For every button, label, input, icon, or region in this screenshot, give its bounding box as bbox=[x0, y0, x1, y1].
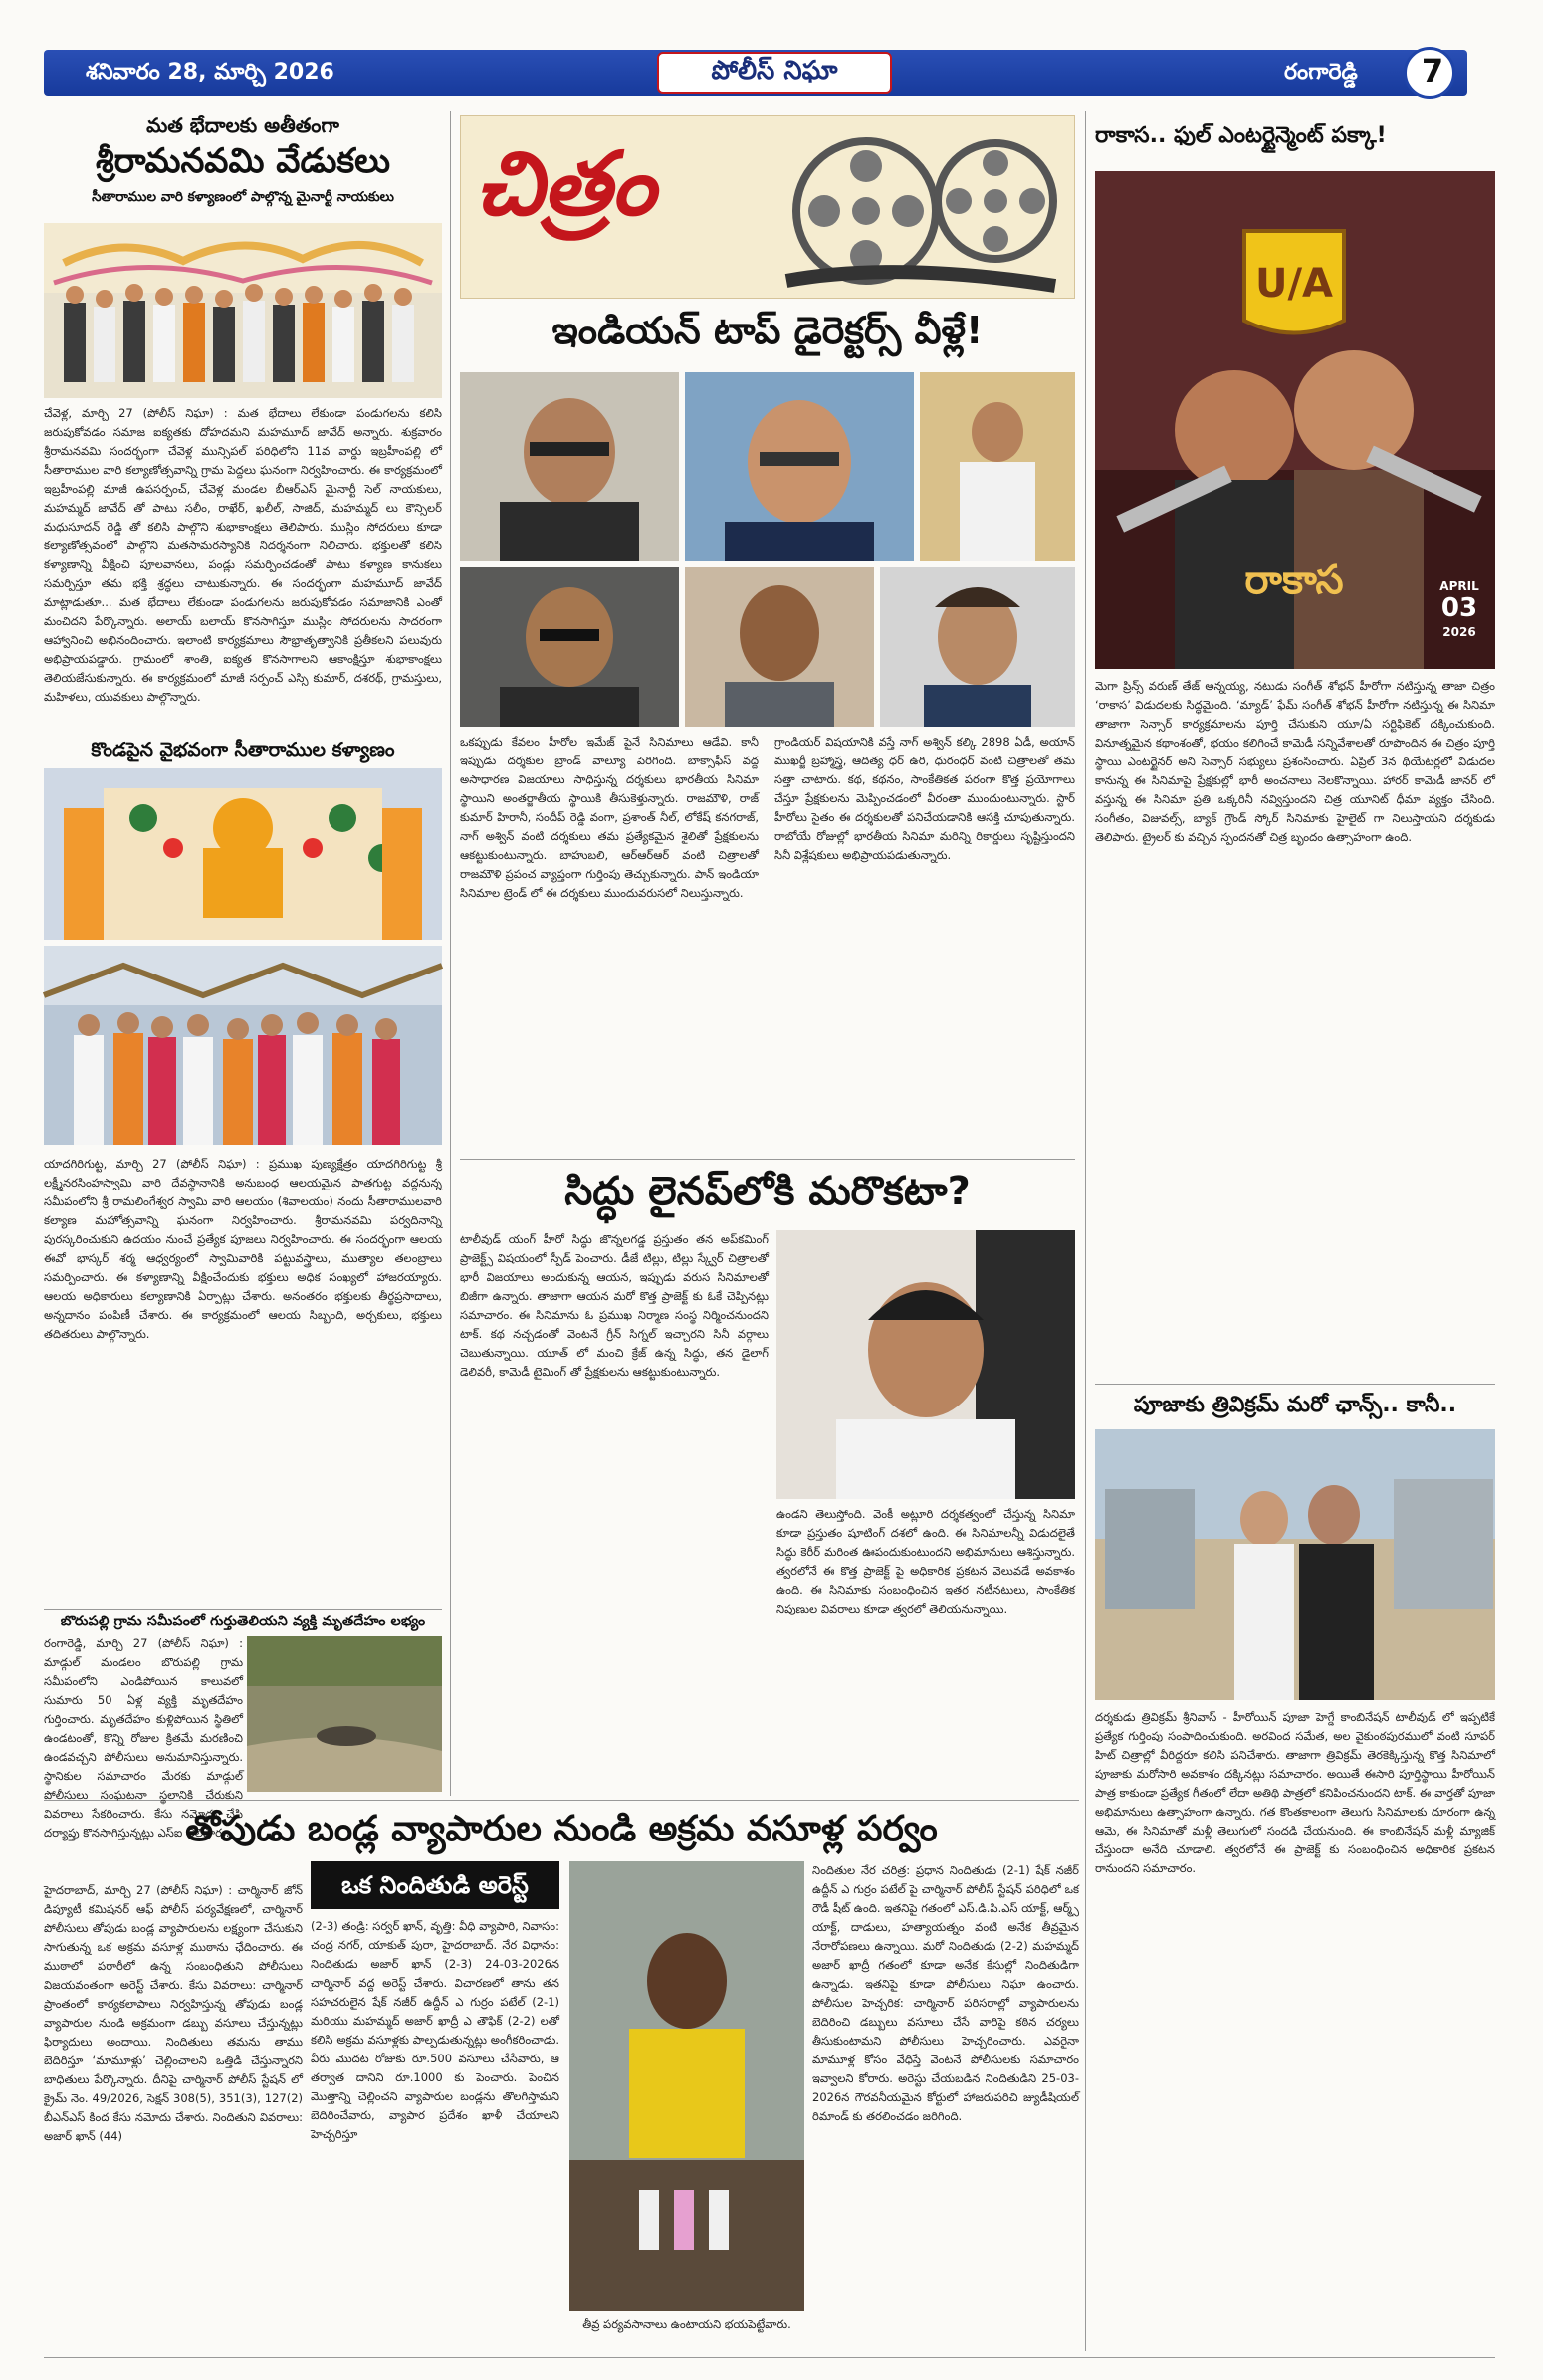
article-headline: శ్రీరామనవమి వేడుకలు bbox=[95, 141, 391, 181]
article-headline: ఇండియన్ టాప్ డైరెక్టర్స్ వీళ్లే! bbox=[551, 309, 984, 352]
photo-caption: తీవ్ర పర్యవసానాలు ఉంటాయని భయపెట్టేవారు. bbox=[582, 2317, 791, 2331]
director-photo bbox=[920, 372, 1075, 561]
article-body: టాలీవుడ్ యంగ్ హీరో సిద్ధు జొన్నలగడ్డ ప్రస్తుతం తన అప్‌కమింగ్ ప్రాజెక్ట్స్ విషయంలో స్పీడ్ పెంచారు. డీజే టిల్లు, టిల్లు స్క్వేర్ చిత్రాలతో భారీ విజయాలు అందుకున్న ఆయన, ఇప్పుడు వరుస సినిమాలతో బిజీగా ఉన్నారు. తాజాగా ఆయన మరో కొత్త ప్రాజెక్ట్ కు ఓకే చెప్పినట్లు సమాచారం. ఈ సినిమాను ఓ ప్రముఖ నిర్మాణ సంస్థ నిర్మించనుందని టాక్. కథ నచ్చడంతో వెంటనే గ్రీన్ సిగ్నల్ ఇచ్చారని సినీ వర్గాలు చెబుతున్నాయి. యూత్ లో మంచి క్రేజ్ ఉన్న సిద్ధు, తన డైలాగ్ డెలివరీ, కామెడీ టైమింగ్ తో ప్రేక్షకులను ఆకట్టుకుంటున్నారు. bbox=[460, 1232, 769, 1379]
article-headline: పూజాకు త్రివిక్రమ్ మరో ఛాన్స్.. కానీ.. bbox=[1095, 1384, 1495, 1418]
article-headline: రాకాస.. ఫుల్ ఎంటర్టైన్మెంట్ పక్కా! bbox=[1095, 123, 1387, 148]
article-headline: తోపుడు బండ్ల వ్యాపారుల నుండి అక్రమ వసూళ్ల పర్వం bbox=[185, 1809, 938, 1849]
poster-date-month: APRIL bbox=[1439, 579, 1479, 593]
film-reel-icon bbox=[776, 121, 1065, 295]
director-photo bbox=[460, 567, 679, 727]
article-body: యాదగిరిగుట్ట, మార్చి 27 (పోలీస్ నిఘా) : ప్రముఖ పుణ్యక్షేత్రం యాదగిరిగుట్ట శ్రీ లక్ష్మీనరసింహస్వామి వారి దేవస్థానానికి అనుబంధ ఆలయమైన పాతగుట్ట వద్దనున్న సమీపంలోని శ్రీ రామలింగేశ్వర స్వామి వారి ఆలయం (శివాలయం) నందు సీతారాములవారి కల్యాణ మహోత్సవాన్ని ఘనంగా నిర్వహించారు. శ్రీరామనవమి పర్వదినాన్ని పురస్కరించుకుని ఉదయం నుంచే ప్రత్యేక పూజలు నిర్వహించారు. ఈ సందర్భంగా ఆలయ ఈవో భాస్కర్ శర్మ ఆధ్వర్యంలో స్వామివారికి పట్టువస్త్రాలు, ముత్యాల తలంబ్రాలు సమర్పించారు. ఈ కళ్యాణాన్ని వీక్షించేందుకు భక్తులు అధిక సంఖ్యలో హాజరయ్యారు. ఆలయ అధికారులు కల్యాణానికి ఏర్పాట్లు చేశారు. అనంతరం భక్తులకు తీర్థప్రసాదాలు, అన్నదానం పంపిణీ చేశారు. ఈ కార్యక్రమంలో ఆలయ సిబ్బంది, అర్చకులు, భక్తులు తదితరులు పాల్గొన్నారు. bbox=[44, 1157, 442, 1341]
article-photo bbox=[247, 1636, 442, 1792]
masthead-edition: రంగారెడ్డి bbox=[1284, 60, 1358, 85]
article-body: హైదరాబాద్, మార్చి 27 (పోలీస్ నిఘా) : చార్మినార్ జోన్ డిప్యూటీ కమిషనర్ ఆఫ్ పోలీస్ పర్యవేక్షణలో, చార్మినార్ పోలీసులు తోపుడు బండ్ల వ్యాపారులను లక్ష్యంగా చేసుకుని సాగుతున్న ఒక అక్రమ వసూళ్ల ముఠాను ఛేదించారు. ఈ ముఠాలో పరారీలో ఉన్న సంబంధితుని పోలీసులు విజయవంతంగా అరెస్ట్ చేశారు. కేసు వివరాలు: చార్మినార్ ప్రాంతంలో కార్యకలాపాలు నిర్వహిస్తున్న తోపుడు బండ్ల వ్యాపారుల నుండి అక్రమంగా డబ్బు వసూలు చేస్తున్నట్లు ఫిర్యాదులు అందాయి. నిందితులు తమను తాము బెదిరిస్తూ ‘మామూళ్లు’ చెల్లించాలని ఒత్తిడి చేస్తున్నారని బాధితులు పేర్కొన్నారు. దీనిపై చార్మినార్ పోలీస్ స్టేషన్ లో క్రైమ్ నెం. 49/2026, సెక్షన్ 308(5), 351(3), 127(2) బీఎన్ఎస్ కింద కేసు నమోదు చేశారు. నిందితుని వివరాలు: అజార్ ఖాన్ (44) bbox=[44, 1883, 303, 2143]
article-headline: బొరుపల్లి గ్రామ సమీపంలో గుర్తుతెలియని వ్యక్తి మృతదేహం లభ్యం bbox=[44, 1609, 442, 1630]
article-subheadline: సీతారాముల వారి కళ్యాణంలో పాల్గొన్న మైనార్టీ నాయకులు bbox=[92, 189, 394, 205]
poster-date-year: 2026 bbox=[1442, 625, 1476, 639]
poster-title: రాకాస bbox=[1244, 557, 1344, 603]
director-photo bbox=[460, 372, 679, 561]
column-rule bbox=[1085, 111, 1086, 2351]
masthead-paper-name: పోలీస్ నిఘా bbox=[711, 56, 838, 86]
arrest-box-title: ఒక నిందితుడి అరెస్ట్ bbox=[341, 1871, 529, 1899]
article-body: రంగారెడ్డి, మార్చి 27 (పోలీస్ నిఘా) : మాడ్గుల్ మండలం బొరుపల్లి గ్రామ సమీపంలోని ఎండిపోయిన కాలువలో సుమారు 50 ఏళ్ల వ్యక్తి మృతదేహం గుర్తించారు. మృతదేహం కుళ్లిపోయిన స్థితిలో ఉండటంతో, కొన్ని రోజుల క్రితమే మరణించి ఉండవచ్చని పోలీసులు అనుమానిస్తున్నారు. స్థానికుల సమాచారం మేరకు మాడ్గుల్ పోలీసులు సంఘటనా స్థలానికి చేరుకుని వివరాలు సేకరించారు. కేసు నమోదు చేసి దర్యాప్తు కొనసాగిస్తున్నట్లు ఎస్ఐ తెలిపారు. bbox=[44, 1636, 243, 1839]
director-photo bbox=[880, 567, 1075, 727]
section-logo-text: చిత్రం bbox=[476, 131, 656, 235]
certificate-badge: U/A bbox=[1254, 261, 1334, 307]
page-number: 7 bbox=[1421, 52, 1444, 90]
director-photo bbox=[685, 372, 914, 561]
article-headline: సిద్ధు లైనప్‌లోకి మరొకటా? bbox=[460, 1159, 1075, 1215]
masthead-date: శనివారం 28, మార్చి 2026 bbox=[86, 60, 334, 85]
article-body: నిందితుల నేర చరిత్ర: ప్రధాన నిందితుడు (2-1) షేక్ నజీర్ ఉద్దీన్ ఎ గుర్రం పటేల్ పై చార్మినార్ పోలీస్ స్టేషన్ పరిధిలో ఒక రౌడీ షీట్ ఉంది. ఇతనిపై గతంలో ఎస్.డి.పి.ఎస్ యాక్ట్, ఆర్మ్స్ యాక్ట్, దాడులు, హత్యాయత్నం వంటి అనేక తీవ్రమైన నేరారోపణలు ఉన్నాయి. మరో నిందితుడు (2-2) మహమ్మద్ అజార్ ఖాద్రీ గతంలో కూడా అనేక కేసుల్లో నిందితుడిగా ఉన్నాడు. ఇతనిపై కూడా పోలీసులు నిఘా ఉంచారు. పోలీసుల హెచ్చరిక: చార్మినార్ పరిసరాల్లో వ్యాపారులను బెదిరించి డబ్బులు వసూలు చేసే వారిపై కఠిన చర్యలు తీసుకుంటామని పోలీసులు హెచ్చరించారు. ఎవరైనా మామూళ్ల కోసం వేధిస్తే వెంటనే పోలీసులకు సమాచారం ఇవ్వాలని కోరారు. అరెస్టు చేయబడిన నిందితుడిని 25-03-2026న గౌరవనీయమైన కోర్టులో హాజరుపరిచి జ్యుడీషియల్ రిమాండ్ కు తరలించడం జరిగింది. bbox=[812, 1863, 1079, 2123]
article-kicker: మత భేదాలకు అతీతంగా bbox=[146, 113, 339, 137]
column-rule bbox=[450, 111, 451, 1796]
article-photo bbox=[776, 1230, 1075, 1499]
article-body: ఉండని తెలుస్తోంది. వెంకీ అట్లూరి దర్శకత్వంలో చేస్తున్న సినిమా కూడా ప్రస్తుతం షూటింగ్ దశలో ఉంది. ఈ సినిమాలన్నీ విడుదలైతే సిద్ధు కెరీర్ మరింత ఊపందుకుంటుందని అభిమానులు ఆశిస్తున్నారు. త్వరలోనే ఈ కొత్త ప్రాజెక్ట్ పై అధికారిక ప్రకటన వెలువడే అవకాశం ఉంది. ఈ సినిమాకు సంబంధించిన ఇతర నటీనటులు, సాంకేతిక నిపుణుల వివరాలు కూడా త్వరలో తెలియనున్నాయి. bbox=[776, 1507, 1075, 1616]
article-body: గ్రాండియర్ విషయానికి వస్తే నాగ్ అశ్విన్ కల్కి 2898 ఏడీ, అయాన్ ముఖర్జీ బ్రహ్మాస్త్ర, ఆదిత్య ధర్ ఉరి, ధురంధర్ వంటి చిత్రాలతో తమ సత్తా చాటారు. కథ, కథనం, సాంకేతికత పరంగా కొత్త ప్రయోగాలు చేస్తూ ప్రేక్షకులను మెప్పించడంలో వీరంతా ముందుంటున్నారు. స్టార్ హీరోలు సైతం ఈ దర్శకులతో పనిచేయడానికి ఆసక్తి చూపుతున్నారు. రాబోయే రోజుల్లో భారతీయ సినిమా మరిన్ని రికార్డులు సృష్టిస్తుందని సినీ విశ్లేషకులు అభిప్రాయపడుతున్నారు. bbox=[774, 735, 1075, 862]
article-photo bbox=[1095, 1429, 1495, 1700]
article-body: మెగా ప్రిన్స్ వరుణ్ తేజ్ అన్నయ్య, నటుడు సంగీత్ శోభన్ హీరోగా నటిస్తున్న తాజా చిత్రం ‘రాకాస’ విడుదలకు సిద్ధమైంది. ‘మ్యాడ్’ ఫేమ్ సంగీత్ శోభన్ హీరోగా నటిస్తున్న ఈ సినిమా తాజాగా సెన్సార్ కార్యక్రమాలను పూర్తి చేసుకుని యూ/ఏ సర్టిఫికెట్ దక్కించుకుంది. వినూత్నమైన కథాంశంతో, భయం కలిగించే కామెడీ సన్నివేశాలతో రూపొందిన ఈ చిత్రం పూర్తి స్థాయి ఎంటర్టైనర్ అని సెన్సార్ సభ్యులు ప్రశంసించారు. ఏప్రిల్ 3న థియేటర్లలో విడుదల కానున్న ఈ సినిమాపై ప్రేక్షకుల్లో భారీ అంచనాలు నెలకొన్నాయి. హారర్ కామెడీ జానర్ లో వస్తున్న ఈ సినిమా ప్రతి ఒక్కరినీ నవ్విస్తుందని చిత్ర యూనిట్ ధీమా వ్యక్తం చేసింది. సంగీతం, విజువల్స్, బ్యాక్ గ్రౌండ్ స్కోర్ సినిమాకు హైలైట్ గా నిలుస్తాయని దర్శకుడు తెలిపారు. ట్రైలర్ కు వచ్చిన స్పందనతో చిత్ర బృందం ఉత్సాహంగా ఉంది. bbox=[1095, 679, 1495, 844]
article-body: ఒకప్పుడు కేవలం హీరోల ఇమేజ్ పైనే సినిమాలు ఆడేవి. కానీ ఇప్పుడు దర్శకుల బ్రాండ్ వాల్యూ పెరిగింది. బాక్సాఫీస్ వద్ద అసాధారణ విజయాలు సాధిస్తున్న దర్శకులు భారతీయ సినిమా స్థాయిని అంతర్జాతీయ స్థాయికి తీసుకెళ్తున్నారు. రాజమౌళి, రాజ్ కుమార్ హిరానీ, సందీప్ రెడ్డి వంగా, ప్రశాంత్ నీల్, లోకేష్ కనగరాజ్, నాగ్ అశ్విన్ వంటి దర్శకులు తమ ప్రత్యేకమైన శైలితో ప్రేక్షకులను ఆకట్టుకుంటున్నారు. బాహుబలి, ఆర్ఆర్ఆర్ వంటి చిత్రాలతో రాజమౌళి ప్రపంచ వ్యాప్తంగా గుర్తింపు తెచ్చుకున్నారు. పాన్ ఇండియా సినిమాల ట్రెండ్ లో ఈ దర్శకులు ముందువరుసలో నిలుస్తున్నారు. bbox=[460, 735, 759, 900]
article-photo bbox=[44, 946, 442, 1145]
article-body: చేవెళ్ల, మార్చి 27 (పోలీస్ నిఘా) : మత భేదాలు లేకుండా పండుగలను కలిసి జరుపుకోవడం సమాజ ఐక్యతకు దోహదమని మహమూద్ జావేద్ అన్నారు. శుక్రవారం శ్రీరామనవమి సందర్భంగా చేవెళ్ల మున్సిపల్ పరిధిలోని 11వ వార్డు ఇబ్రహీంపల్లి లో సీతారాముల వారి కల్యాణోత్సవాన్ని గ్రామ పెద్దలు ఘనంగా నిర్వహించారు. ఈ కార్యక్రమంలో ఇబ్రహీంపల్లి మాజీ ఉపసర్పంచ్, చేవెళ్ల మండల బీఆర్ఎస్ మైనార్టీ సెల్ నాయకులు, మహమ్మద్ జావేద్ తో పాటు సలీం, రాఖేర్, ఖలీల్, సాజిద్, మహమ్మద్ లు కౌన్సిలర్ మధుసూదన్ రెడ్డి తో కలిసి పాల్గొని శుభాకాంక్షలు తెలిపారు. ముస్లిం సోదరులు కూడా కల్యాణోత్సవంలో పాల్గొని మతసామరస్యానికి నిదర్శనంగా నిలిచారు. భక్తులతో కలిసి కళ్యాణాన్ని వీక్షించి పూలవానలు, పండ్లు సమర్పించడంతో పాటు కళ్యాణ కానుకలు సమర్పిస్తూ తమ భక్తి శ్రద్ధలు చాటుకున్నారు. ఈ సందర్భంగా మహమూద్ జావేద్ మాట్లాడుతూ... మత భేదాలు లేకుండా పండుగలను జరుపుకోవడం సమాజానికి ఎంతో మంచిదని పేర్కొన్నారు. అలాయ్ బలాయ్ కొనసాగిస్తూ ముస్లిం సోదరులను సాదరంగా ఆహ్వానించి అభినందించారు. ఇలాంటి కార్యక్రమాలు సౌభ్రాతృత్వానికి ప్రతీకలని పలువురు అభిప్రాయపడ్డారు. గ్రామంలో శాంతి, ఐక్యత కొనసాగాలని ఆకాంక్షిస్తూ శుభాకాంక్షలు తెలియజేసుకున్నారు. ఈ కార్యక్రమంలో మాజీ సర్పంచ్ ఎస్సి కుమార్, దశరథ్, గ్రామస్తులు, మహిళలు, యువకులు పాల్గొన్నారు. bbox=[44, 406, 442, 704]
article-body: (2-3) తండ్రి: సర్వర్ ఖాన్, వృత్తి: వీధి వ్యాపారి, నివాసం: చంద్ర నగర్, యాకుత్ పురా, హైదరాబాద్. నేర విధానం: నిందితుడు అజార్ ఖాన్ (2-3) 24-03-2026న చార్మినార్ వద్ద అరెస్ట్ చేశారు. విచారణలో తాను తన సహచరులైన షేక్ నజీర్ ఉద్దీన్ ఎ గుర్రం పటేల్ (2-1) మరియు మహమ్మద్ అజార్ ఖాద్రీ ఎ తౌఫిక్ (2-2) లతో కలిసి అక్రమ వసూళ్లకు పాల్పడుతున్నట్లు అంగీకరించాడు. వీరు మొదట రోజుకు రూ.500 వసూలు చేసేవారు, ఆ తర్వాత దానిని రూ.1000 కు పెంచారు. పెంచిన మొత్తాన్ని చెల్లించని వ్యాపారుల బండ్లను తొలగిస్తామని బెదిరించేవారు, వ్యాపార ప్రదేశం ఖాళీ చేయాలని హెచ్చరిస్తూ bbox=[311, 1919, 559, 2141]
page-bottom-rule bbox=[44, 2357, 1495, 2358]
article-photo bbox=[44, 768, 442, 940]
article-headline: కొండపైన వైభవంగా సీతారాముల కళ్యాణం bbox=[91, 739, 395, 760]
article-photo bbox=[44, 223, 442, 398]
director-photo bbox=[685, 567, 874, 727]
poster-date-day: 03 bbox=[1440, 593, 1478, 623]
article-body: దర్శకుడు త్రివిక్రమ్ శ్రీనివాస్ - హీరోయిన్ పూజా హెగ్డే కాంబినేషన్ టాలీవుడ్ లో ఇప్పటికే ప్రత్యేక గుర్తింపు సంపాదించుకుంది. అరవింద సమేత, అల వైకుంఠపురములో వంటి సూపర్ హిట్ చిత్రాల్లో వీరిద్దరూ కలిసి పనిచేశారు. తాజాగా త్రివిక్రమ్ తెరకెక్కిస్తున్న కొత్త సినిమాలో పూజాకు మరోసారి అవకాశం దక్కినట్లు సమాచారం. అయితే ఈసారి పూర్తిస్థాయి హీరోయిన్ పాత్ర కాకుండా ప్రత్యేక గీతంలో లేదా అతిథి పాత్రలో కనిపించనుందని టాక్. ఈ వార్తతో పూజా అభిమానులు ఉత్సాహంగా ఉన్నారు. గత కొంతకాలంగా తెలుగు సినిమాలకు దూరంగా ఉన్న ఆమె, ఈ సినిమాతో మళ్లీ తెలుగులో సందడి చేయనుంది. ఈ కాంబినేషన్ మళ్లీ మ్యాజిక్ చేస్తుందా అనేది చూడాలి. త్వరలోనే ఈ ప్రాజెక్ట్ కు సంబంధించిన అధికారిక ప్రకటన రానుందని సమాచారం. bbox=[1095, 1710, 1495, 1875]
accused-photo bbox=[569, 1861, 804, 2311]
